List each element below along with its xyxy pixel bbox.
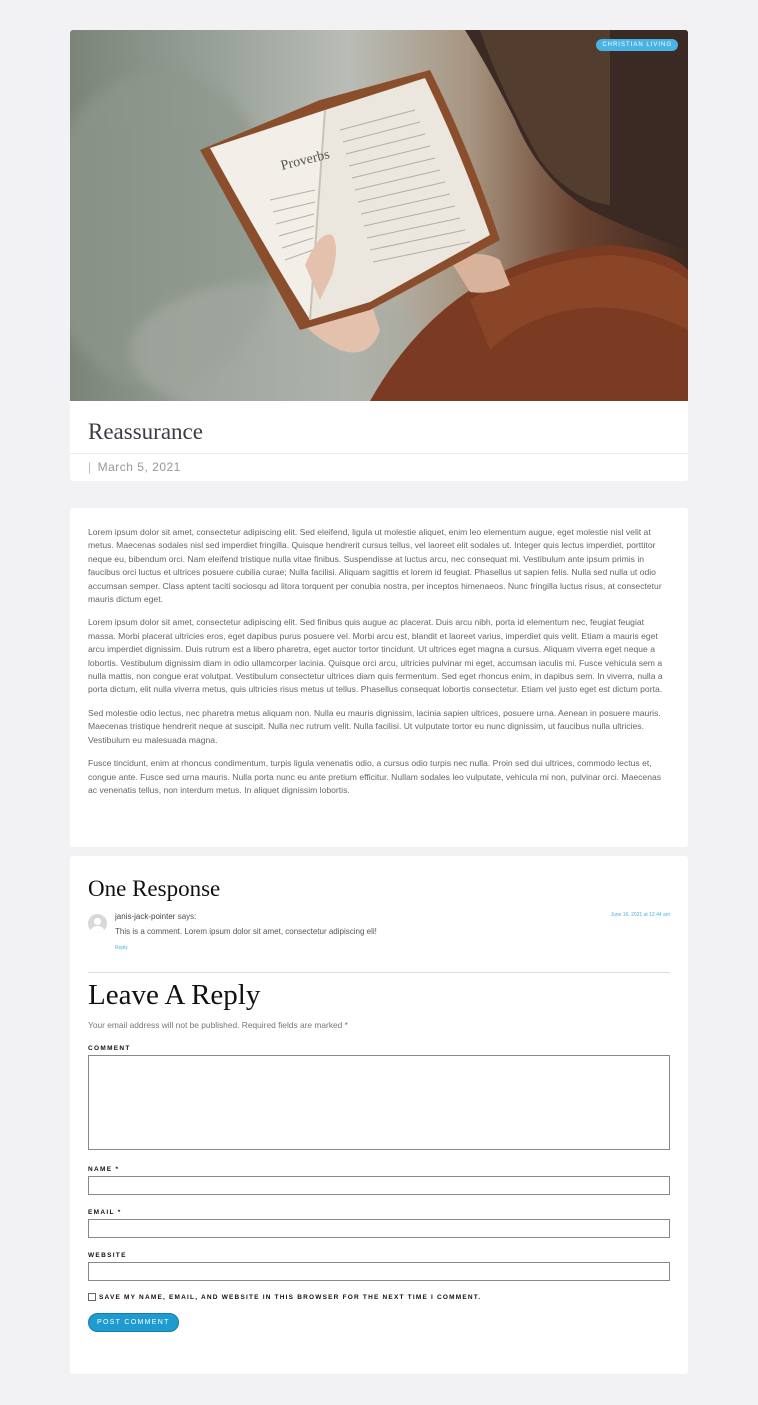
post-title: Reassurance <box>88 419 203 444</box>
website-label: WEBSITE <box>88 1252 127 1259</box>
email-input[interactable] <box>88 1219 670 1238</box>
featured-image-illustration <box>70 30 688 401</box>
post-date: March 5, 2021 <box>97 460 181 474</box>
comment-author[interactable]: janis-jack-pointer <box>115 912 176 921</box>
article-body <box>70 508 688 847</box>
website-input[interactable] <box>88 1262 670 1281</box>
article-paragraph: Lorem ipsum dolor sit amet, consectetur adipiscing elit. Sed finibus quis augue ac placerat. Duis arcu nibh, porta id elementum nec, feugiat feugiat massa. Morbi placerat ultricies eros, eget dapibus purus posuere vel. Morbi arcu est, blandit et laoreet varius, imperdiet quis velit. Etiam a mauris eget arcu imperdiet dignissim. Duis rutrum est a libero pharetra, eget auctor tortor tincidunt. Ut ultrices eget magna a cursus. Aliquam viverra eget neque a lobortis. Vestibulum dignissim diam in odio ullamcorper lacinia. Quisque orci arcu, ultricies pulvinar mi eget, accumsan iaculis mi. Fusce vehicula sem a nulla mattis, non congue erat volutpat. Vestibulum consectetur ultrices diam quis fermentum. Sed eget rhoncus enim, in dapibus sem. In viverra, nulla a porta dictum, elit nulla viverra metus, quis ultricies risus metus ut tellus. Phasellus consequat lobortis consectetur. Etiam vel justo eget est dictum porta. <box>88 617 663 695</box>
save-info-checkbox[interactable] <box>88 1293 96 1301</box>
avatar <box>88 914 107 933</box>
featured-image[interactable] <box>70 30 688 401</box>
meta-separator: | <box>88 460 92 474</box>
save-info-row <box>88 1293 670 1301</box>
name-label: NAME * <box>88 1166 120 1173</box>
comment-says: says: <box>177 912 197 921</box>
comment-notes: Your email address will not be published. Required fields are marked * <box>88 1020 348 1030</box>
category-badge[interactable]: CHRISTIAN LIVING <box>596 39 678 51</box>
comment-textarea[interactable] <box>88 1055 670 1150</box>
article-paragraph: Sed molestie odio lectus, nec pharetra metus aliquam non. Nulla eu mauris dignissim, lacinia sapien ultrices, posuere urna. Aenean in posuere mauris. Maecenas tristique hendrerit neque at suscipit. Nulla nec rutrum velit. Nulla facilisi. Ut vulputate tortor eu nunc dignissim, ut faucibus nulla ultricies. Vestibulum eu malesuada magna. <box>88 707 661 745</box>
comments-section <box>70 856 688 1374</box>
post-comment-button[interactable]: POST COMMENT <box>88 1313 179 1332</box>
comment-item <box>88 912 670 973</box>
post-meta <box>70 453 688 480</box>
comments-title: One Response <box>88 876 221 901</box>
article-paragraph: Lorem ipsum dolor sit amet, consectetur adipiscing elit. Sed eleifend, ligula ut molestie aliquet, enim leo elementum augue, eget molestie nisl velit at metus. Maecenas sodales nisl sed imperdiet fringilla. Quisque hendrerit cursus tellus, vel laoreet elit sodales ut. Integer quis lectus imperdiet, porttitor neque eu, bibendum orci. Nam eleifend tristique nulla vitae finibus. Suspendisse at luctus arcu, nec consequat mi. Vestibulum ante ipsum primis in faucibus orci luctus et ultrices posuere cubilia curae; Nulla facilisi. Aliquam sagittis et lorem id feugiat. Phasellus ut sapien felis. Nulla sed nulla ut odio accumsan semper. Class aptent taciti sociosqu ad litora torquent per conubia nostra, per inceptos himenaeos. Nunc fringilla luctus risus, at consectetur mauris dictum eget. <box>88 527 662 605</box>
reply-form-title: Leave A Reply <box>88 979 261 1011</box>
save-info-label[interactable]: SAVE MY NAME, EMAIL, AND WEBSITE IN THIS BROWSER FOR THE NEXT TIME I COMMENT. <box>99 1293 482 1301</box>
comment-text: This is a comment. Lorem ipsum dolor sit amet, consectetur adipiscing eli! <box>115 927 377 936</box>
article-paragraph: Fusce tincidunt, enim at rhoncus condimentum, turpis ligula venenatis odio, a cursus odio turpis nec nulla. Proin sed dui ultrices, commodo lectus et, congue ante. Fusce sed urna mauris. Nulla porta nunc eu ante pretium efficitur. Nullam sodales leo vulputate, vehicula mi non, pulvinar orci. Maecenas ac venenatis tellus, non interdum metus. In aliquet dignissim lobortis. <box>88 758 662 795</box>
book-page-title: Proverbs <box>279 147 332 174</box>
name-input[interactable] <box>88 1176 670 1195</box>
comment-author-line <box>115 912 670 921</box>
user-avatar-icon <box>88 914 107 933</box>
email-label: EMAIL * <box>88 1209 122 1216</box>
comment-label: COMMENT <box>88 1045 131 1052</box>
comment-date-link[interactable]: June 16, 2021 at 12:44 am <box>610 912 670 918</box>
post-header-card <box>70 30 688 481</box>
reply-link[interactable]: Reply <box>115 945 128 951</box>
